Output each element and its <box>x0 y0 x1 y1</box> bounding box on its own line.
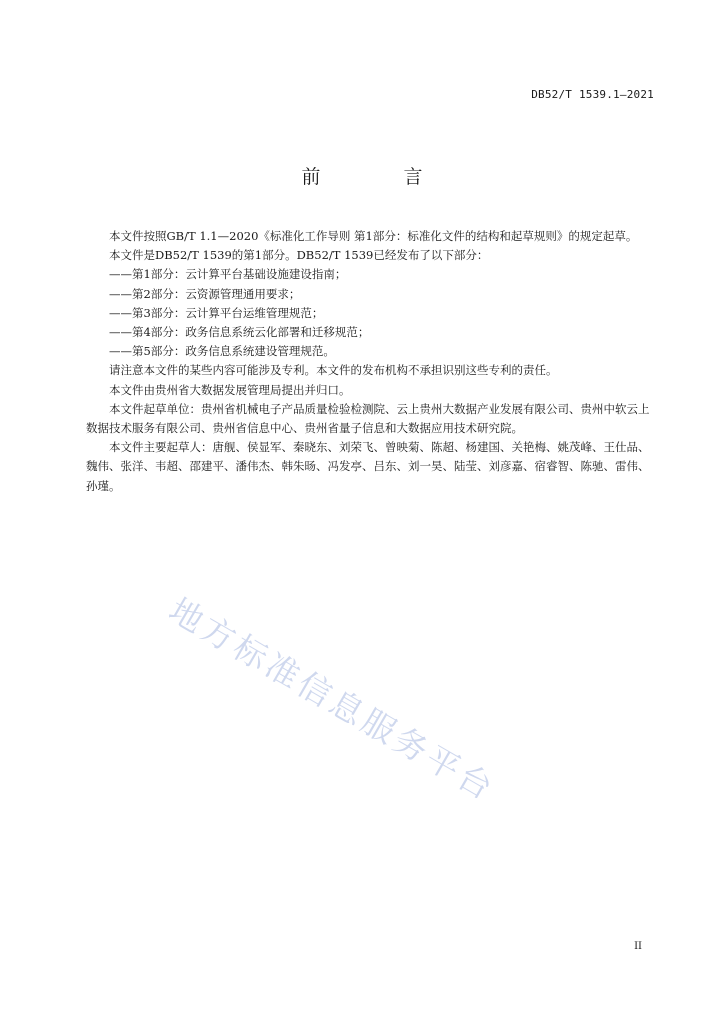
foreword-body <box>86 227 658 496</box>
list-item-part-5: ——第5部分：政务信息系统建设管理规范。 <box>109 344 335 359</box>
document-code: DB52/T 1539.1—2021 <box>531 88 654 101</box>
page-number: II <box>634 941 642 952</box>
paragraph-standard-basis: 本文件按照GB/T 1.1—2020《标准化工作导则 第1部分：标准化文件的结构和起草规则》的规定起草。 <box>109 229 638 243</box>
list-item-part-4: ——第4部分：政务信息系统云化部署和迁移规范； <box>109 325 370 340</box>
paragraph-drafters: 本文件主要起草人：唐舰、侯显军、秦晓东、刘荣飞、曾映菊、陈超、杨建国、关艳梅、姚茂峰、王仕品、魏伟、张洋、韦超、邵建平、潘伟杰、韩朱旸、冯发亭、吕东、刘一昊、陆莹、刘彦嘉、宿睿智、陈驰、雷伟、孙瑾。 <box>86 440 650 493</box>
paragraph-parts-intro: 本文件是DB52/T 1539的第1部分。DB52/T 1539已经发布了以下部分： <box>109 248 489 263</box>
paragraph-drafting-units: 本文件起草单位：贵州省机械电子产品质量检验检测院、云上贵州大数据产业发展有限公司、贵州中软云上数据技术服务有限公司、贵州省信息中心、贵州省量子信息和大数据应用技术研究院。 <box>86 401 650 436</box>
list-item-part-1: ——第1部分：云计算平台基础设施建设指南； <box>109 267 347 282</box>
paragraph-proposer: 本文件由贵州省大数据发展管理局提出并归口。 <box>109 382 351 397</box>
watermark: 地方标准信息服务平台 <box>162 590 503 809</box>
list-item-part-2: ——第2部分：云资源管理通用要求； <box>109 286 301 301</box>
page-title: 前 言 <box>301 166 455 188</box>
paragraph-patent-notice: 请注意本文件的某些内容可能涉及专利。本文件的发布机构不承担识别这些专利的责任。 <box>109 363 558 378</box>
list-item-part-3: ——第3部分：云计算平台运维管理规范； <box>109 305 324 320</box>
